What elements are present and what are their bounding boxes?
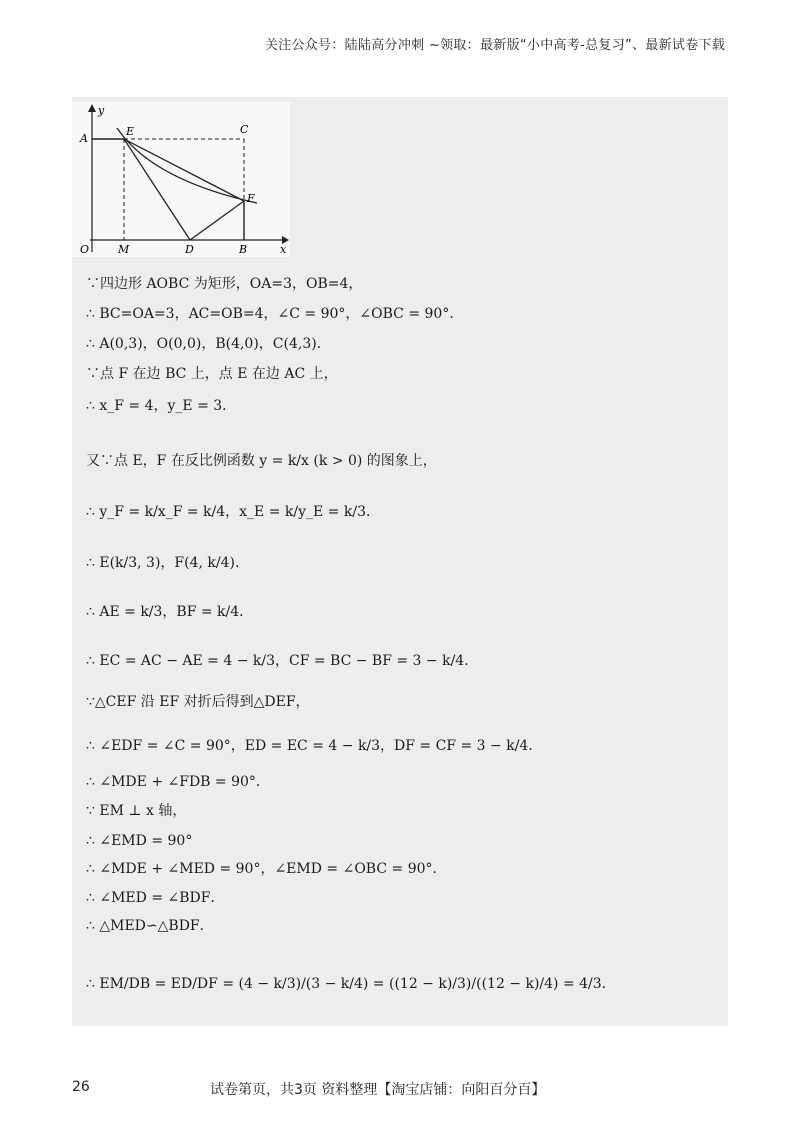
y-axis-arrow xyxy=(88,104,96,112)
solution-panel xyxy=(72,97,728,1026)
solution-line-16: ∴ ∠MDE + ∠MED = 90°，∠EMD = ∠OBC = 90°． xyxy=(86,861,447,877)
solution-line-10: ∴ EC = AC − AE = 4 − k/3，CF = BC − BF = 3 − k/4． xyxy=(86,653,479,669)
label-y: y xyxy=(98,104,105,117)
solution-line-19: ∴ EM/DB = ED/DF = (4 − k/3)/(3 − k/4) = ((12 − k)/3)/((12 − k)/4) = 4/3． xyxy=(86,976,616,992)
solution-line-7: ∴ y_F = k/x_F = k/4，x_E = k/y_E = k/3． xyxy=(86,504,380,520)
solution-line-18: ∴ △MED∽△BDF． xyxy=(86,918,214,934)
solution-line-4: ∵点 F 在边 BC 上，点 E 在边 AC 上， xyxy=(86,366,338,382)
solution-line-8: ∴ E(k/3, 3)，F(4, k/4)． xyxy=(86,555,249,571)
footer-text: 试卷第页，共3页 资料整理【淘宝店铺：向阳百分百】 xyxy=(210,1082,546,1098)
solution-line-2: ∴ BC=OA=3，AC=OB=4，∠C = 90°，∠OBC = 90°． xyxy=(86,306,464,322)
geometry-figure xyxy=(72,102,290,257)
label-E: E xyxy=(126,125,135,138)
label-M: M xyxy=(118,243,130,256)
solution-line-11: ∵△CEF 沿 EF 对折后得到△DEF， xyxy=(86,694,310,710)
label-C: C xyxy=(240,123,249,136)
solution-line-6: 又∵点 E，F 在反比例函数 y = k/x (k > 0) 的图象上， xyxy=(86,453,437,469)
segment-DF xyxy=(190,201,244,240)
solution-line-12: ∴ ∠EDF = ∠C = 90°，ED = EC = 4 − k/3，DF = CF = 3 − k/4． xyxy=(86,738,543,754)
header-text: 关注公众号：陆陆高分冲刺 ~领取：最新版“小中高考-总复习”、最新试卷下载 xyxy=(264,38,726,53)
label-A: A xyxy=(80,132,88,145)
page-number: 26 xyxy=(72,1079,90,1095)
segment-ED xyxy=(124,139,190,240)
solution-line-1: ∵四边形 AOBC 为矩形，OA=3，OB=4， xyxy=(86,276,363,292)
solution-line-15: ∴ ∠EMD = 90° xyxy=(86,833,193,849)
label-D: D xyxy=(185,243,194,256)
solution-line-9: ∴ AE = k/3，BF = k/4． xyxy=(86,604,254,620)
solution-line-17: ∴ ∠MED = ∠BDF． xyxy=(86,890,225,906)
page-header xyxy=(0,34,800,53)
label-O: O xyxy=(80,243,90,256)
geometry-diagram xyxy=(72,102,290,257)
solution-line-3: ∴ A(0,3)，O(0,0)，B(4,0)，C(4,3)． xyxy=(86,336,331,352)
label-F: F xyxy=(247,192,255,205)
segment-EF xyxy=(124,139,244,201)
solution-line-14: ∵ EM ⊥ x 轴， xyxy=(86,803,187,819)
label-x: x xyxy=(280,243,287,256)
solution-line-13: ∴ ∠MDE + ∠FDB = 90°． xyxy=(86,774,270,790)
solution-line-5: ∴ x_F = 4，y_E = 3． xyxy=(86,398,237,414)
label-B: B xyxy=(239,243,248,256)
